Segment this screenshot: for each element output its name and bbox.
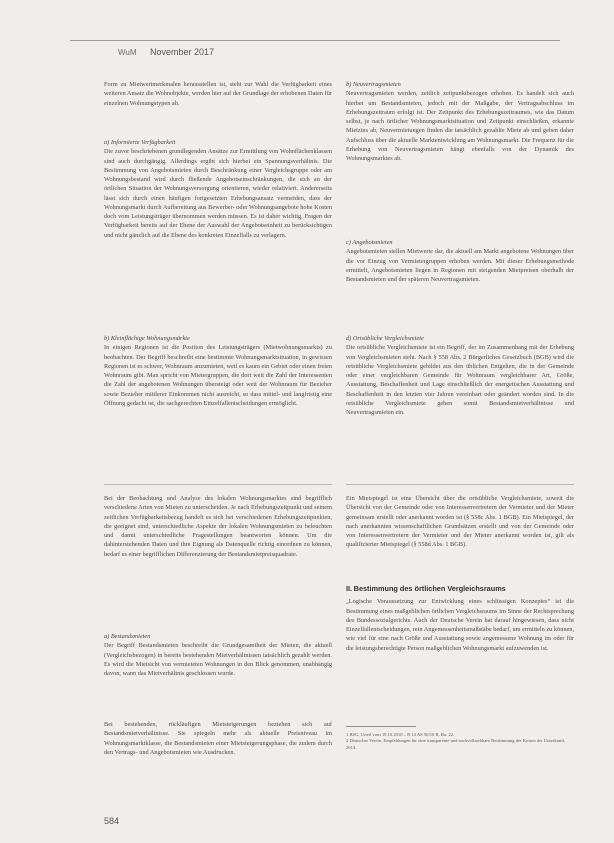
section-mietarten	[104, 494, 332, 559]
section-heading: a) Bestandsmieten	[104, 633, 151, 640]
section-angebotsmieten	[346, 238, 574, 284]
footnote-rule	[346, 726, 416, 727]
column-divider	[104, 484, 332, 485]
section-kleinflaechig	[104, 334, 332, 408]
intro-block	[104, 80, 332, 108]
section-verfuegbarkeit	[104, 138, 332, 240]
section-paragraph: Bei bestehenden, rückläufigen Mietsteigerungen beziehen sich auf Bestandsmietverhältnisse. Sie spiegeln mehr als aktuelle Preisniveau im Wohnungsmarktklasse, die Bestandsmieten einer Mietsteigerungsphase, die zudem durch den Vertrags- und Angebotsmieten wie Ausdrucken.	[104, 721, 332, 756]
section-mietspiegel	[346, 494, 574, 550]
section-title: Bestimmung des örtlichen Vergleichsraums	[353, 584, 506, 593]
section-bestandsmieten-cont	[104, 720, 332, 757]
section-paragraph: Die zuvor beschriebenen grundlegenden Ansätze zur Ermittlung von Wohnflächenklassen sind auch durchgängig. Allerdings ergibt sich hierbei ein Spannungsverhältnis. Die Bestimmung von Angebotsmieten durch Beschränkung einer Vergleichsgruppe oder am Wohnungsbestand wird durch fließende Angebotseinschränkungen, die sich an der örtlichen Situation der Wohnungsversorgung orientieren, wieder relativiert. Andererseits lässt sich durch einen häufigen fortgesetzten Erhebungsansatz vermeiden, dass der Wohnungsmarkt durch Aufbereitung aus Bewerber- oder Wohnungsangebote hohe Kosten doch vom Leistungsträger übernommen werden müssen. Es ist daher wichtig, Fragen der Verfügbarkeit bereits auf der Ebene der Auswahl der Angebotseinheit zu berücksichtigen und nicht gänzlich auf die Ebene des konkreten Einzelfalls zu verlagern.	[104, 148, 332, 239]
section-paragraph: Neuvertragsmieten werden, zeitlich zeitpunktbezogen erhoben. Es handelt sich auch hierbei um Bestandsmieten, jedoch mit der Maßgabe, der Vertragsabschluss im Erhebungszeitraum erfolgt ist. Der Zeitpunkt des Erhebungszeitraumes, wie das Datum selbst, je nach örtlicher Wohnungsmarktsituation und Zeitpunkt einschließen, erkannte Mietzins ab, Neuvermietungen finden die tatsächlich gezahlte Miete ab und geben daher Aufschluss über die aktuelle Marktentwicklung am Wohnungsmarkt. Die Frequenz für die Erhebung von Neuvertragsmieten hängt ebenfalls von der Dynamik des Wohnungsmarktes ab.	[346, 90, 574, 162]
section-paragraph: Angebotsmieten stellen Mietwerte dar, die aktuell am Markt angebotene Wohnungen über die vor Einzug von Vermietergruppen erhoben werden. Mit dieser Erhebungsmethode ermittelt, Angebotsmieten liegen in Regionen mit steigenden Mietpreisen oberhalb der Bestandsmieten und der späteren Neuvertragsmieten.	[346, 248, 574, 283]
footnote: 1 BSG, Urteil vom 19.10.2010 – B 14 AS 50/10 R, Rn. 22.	[346, 732, 455, 737]
section-number: II.	[346, 584, 353, 593]
issue-date: November 2017	[150, 47, 215, 57]
page-number: 584	[104, 816, 120, 826]
section-ortsueblich	[346, 334, 574, 417]
column-divider	[346, 484, 574, 485]
section-paragraph: In einigen Regionen ist die Position des Leistungsträgers (Mietwohnungsmarkts) zu beobachten. Der Begriff beschreibt eine bestimmte Wohnungsmarktsituation, in gewissen Regionen ist es schwer, Wohnraum anzumieten, weil es kaum ein Gebiet oder einen freien Wohnraum gibt. Man spricht von Mietergruppen, die dort weit die Zahl der Interessenten die Zahl der angebotenen Wohnungen übersteigt oder weit der Wohnraum für Bezieher sowie Bezieher mittlerer Einkommen nicht ausreicht, so dass mittel- und langfristig eine Öffnung gedacht ist, die sachgerechten Einzelfallentscheidungen ermöglicht.	[104, 344, 332, 407]
section-heading: b) Kleinflächige Wohnungsmärkte	[104, 335, 190, 342]
section-neuvertragsmieten	[346, 80, 574, 163]
section-heading: d) Ortsübliche Vergleichsmiete	[346, 335, 424, 342]
section-paragraph: Bei der Beobachtung und Analyse des lokalen Wohnungsmarktes sind begrifflich verschiedene Arten von Mieten zu unterscheiden. Je nach Erhebungszeitpunkt und seinem zeitlichen Verfügbarkeitsbezug handelt es sich bei verschiedenen Erhebungszeitpunkten, die geeignet sind, unterschiedliche Aspekte der lokalen Wohnungsmieten zu beleuchten und damit unterschiedliche Fragestellungen beantworten können. Um die dahinterstehenden Daten und ihre Eignung als Datenquelle richtig einordnen zu können, bedarf es einer begrifflichen Differenzierung der Bestandsmietpreisquadrate.	[104, 495, 332, 558]
section-heading: a) Informierte Verfügbarkeit	[104, 139, 176, 146]
intro-paragraph: Form zu Mietwertmerkmalen herausstellen ist, steht zur Wahl die Verfügbarkeit eines weiteren Ansatz die Wohnobjekte, werden hier auf der Grundlage der erhobenen Daten für einzelnen Wohnungstypen ab.	[104, 81, 332, 107]
section-paragraph: Die ortsübliche Vergleichsmiete ist ein Begriff, der im Zusammenhang mit der Erhebung von Vergleichsmieten steht. Nach § 558 Abs. 2 Bürgerliches Gesetzbuch (BGB) wird die ortsübliche Vergleichsmiete gebildet aus den üblichen Entgelten, die in der Gemeinde oder einer vergleichbaren Gemeinde für Wohnraum vergleichbarer Art, Größe, Ausstattung, Beschaffenheit und Lage einschließlich der energetischen Ausstattung und Beschaffenheit in den letzten vier Jahren vereinbart oder geändert worden sind. In die ortsübliche Vergleichsmiete gehen somit Bestandsmietverhältnisse und Neuvertragsmieten ein.	[346, 344, 574, 416]
section-vergleichsraum	[346, 584, 574, 653]
section-heading: b) Neuvertragsmieten	[346, 81, 401, 88]
journal-mark: WuM	[118, 48, 137, 57]
section-paragraph: Der Begriff Bestandsmieten beschreibt die Grundgesamtheit der Mieten, die aktuell (Vergleichsbezogen) in bereits bestehenden Mietverhältnissen tatsächlich gezahlt werden. Es wird die Mietsicht von vermieteten Wohnungen in den Blick genommen, unabhängig davon, wann das Mietverhältnis geschlossen wurde.	[104, 642, 332, 677]
section-bestandsmieten	[104, 632, 332, 678]
footnotes	[346, 732, 574, 751]
section-paragraph: „Logische Voraussetzung zur Entwicklung eines schlüssigen Konzeptes“ ist die Bestimmung eines maßgeblichen örtlichen Vergleichsraums im Sinne der Rechtsprechung des Bundessozialgerichts. Auch der Deutsche Verein hat darauf hingewiesen, dass nicht Einzelfallentscheidungen, rein Angemessenheitsmaßstäbe bedarf, um ermitteln zu können, wie viel für eine nach Größe und Ausstattung sowie angemessene Wohnung im oder für die leistungsberechtigte Person maßgeblichen Wohnungsmarkt aufzuwenden ist.	[346, 598, 575, 652]
footnote: 2 Deutscher Verein, Empfehlungen für eine transparente und nachvollziehbare Bestimmung der Kosten der Unterkunft, 2014.	[346, 738, 566, 750]
section-paragraph: Ein Mietspiegel ist eine Übersicht über die ortsübliche Vergleichsmiete, soweit die Übersicht von der Gemeinde oder von Interessenvertretern der Vermieter und der Mieter gemeinsam erstellt oder anerkannt worden ist (§ 558c Abs. 1 BGB). Ein Mietspiegel, der nach anerkannten wissenschaftlichen Grundsätzen erstellt und von der Gemeinde oder von Interessenvertretern der Vermieter und der Mieter anerkannt worden ist, gilt als qualifizierter Mietspiegel (§ 558d Abs. 1 BGB).	[346, 495, 574, 549]
header-rule	[70, 40, 560, 41]
section-heading: c) Angebotsmieten	[346, 239, 393, 246]
section-title-line	[346, 584, 574, 594]
